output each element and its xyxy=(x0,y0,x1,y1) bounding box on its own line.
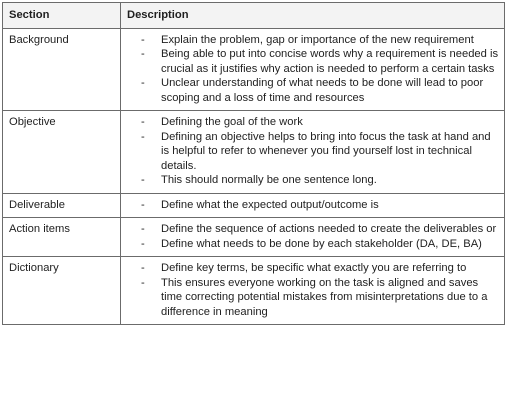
list-item-text: Define what needs to be done by each stakeholder (DA, DE, BA) xyxy=(161,237,482,250)
list-item xyxy=(127,115,500,130)
list-item xyxy=(127,33,500,48)
list-item-text: Define key terms, be specific what exactly you are referring to xyxy=(161,262,467,274)
table-header-row xyxy=(3,3,505,29)
section-cell: Objective xyxy=(3,111,121,194)
list-item xyxy=(127,276,500,320)
bullet-dash: - xyxy=(141,237,145,250)
bullet-dash: - xyxy=(141,262,145,274)
list-item xyxy=(127,76,500,105)
table-row xyxy=(3,28,505,111)
list-item-text: This should normally be one sentence long. xyxy=(161,174,377,186)
list-item-text: Defining the goal of the work xyxy=(161,116,303,128)
bullet-dash: - xyxy=(141,116,145,128)
section-cell: Dictionary xyxy=(3,257,121,325)
table-body xyxy=(3,28,505,325)
description-cell xyxy=(121,193,505,218)
description-list xyxy=(127,222,500,251)
description-cell xyxy=(121,218,505,257)
description-cell xyxy=(121,111,505,194)
list-item-text: Defining an objective helps to bring into focus the task at hand and is helpful to refer to whenever you find yourself lost in technical details. xyxy=(161,130,491,172)
list-item-text: This ensures everyone working on the task is aligned and saves time correcting potential mistakes from misinterpretations due to a difference in meaning xyxy=(161,276,488,318)
bullet-dash: - xyxy=(141,48,145,60)
list-item xyxy=(127,173,500,188)
bullet-dash: - xyxy=(141,33,145,46)
list-item xyxy=(127,222,500,237)
description-list xyxy=(127,115,500,188)
bullet-dash: - xyxy=(141,77,145,89)
description-list xyxy=(127,33,500,106)
list-item-text: Define what the expected output/outcome is xyxy=(161,198,379,211)
section-cell: Background xyxy=(3,28,121,111)
table-row xyxy=(3,193,505,218)
description-cell xyxy=(121,257,505,325)
bullet-dash: - xyxy=(141,223,145,235)
list-item-text: Unclear understanding of what needs to be done will lead to poor scoping and a loss of time and resources xyxy=(161,77,484,104)
list-item-text: Define the sequence of actions needed to create the deliverables or xyxy=(161,223,497,235)
bullet-dash: - xyxy=(141,276,145,289)
list-item-text: Being able to put into concise words why a requirement is needed is crucial as it justifies why action is needed to perform a certain tasks xyxy=(161,48,499,75)
section-cell: Deliverable xyxy=(3,193,121,218)
list-item xyxy=(127,237,500,252)
list-item xyxy=(127,130,500,174)
table-row xyxy=(3,111,505,194)
description-list xyxy=(127,261,500,319)
bullet-dash: - xyxy=(141,130,145,143)
table-row xyxy=(3,218,505,257)
list-item xyxy=(127,47,500,76)
requirements-table-container xyxy=(2,2,504,325)
table-row xyxy=(3,257,505,325)
description-column-header: Description xyxy=(121,3,505,29)
description-cell xyxy=(121,28,505,111)
bullet-dash: - xyxy=(141,174,145,186)
description-list xyxy=(127,198,500,213)
requirements-table xyxy=(2,2,505,325)
list-item xyxy=(127,198,500,213)
list-item xyxy=(127,261,500,276)
section-column-header: Section xyxy=(3,3,121,29)
section-cell: Action items xyxy=(3,218,121,257)
list-item-text: Explain the problem, gap or importance of the new requirement xyxy=(161,33,474,46)
bullet-dash: - xyxy=(141,198,145,211)
